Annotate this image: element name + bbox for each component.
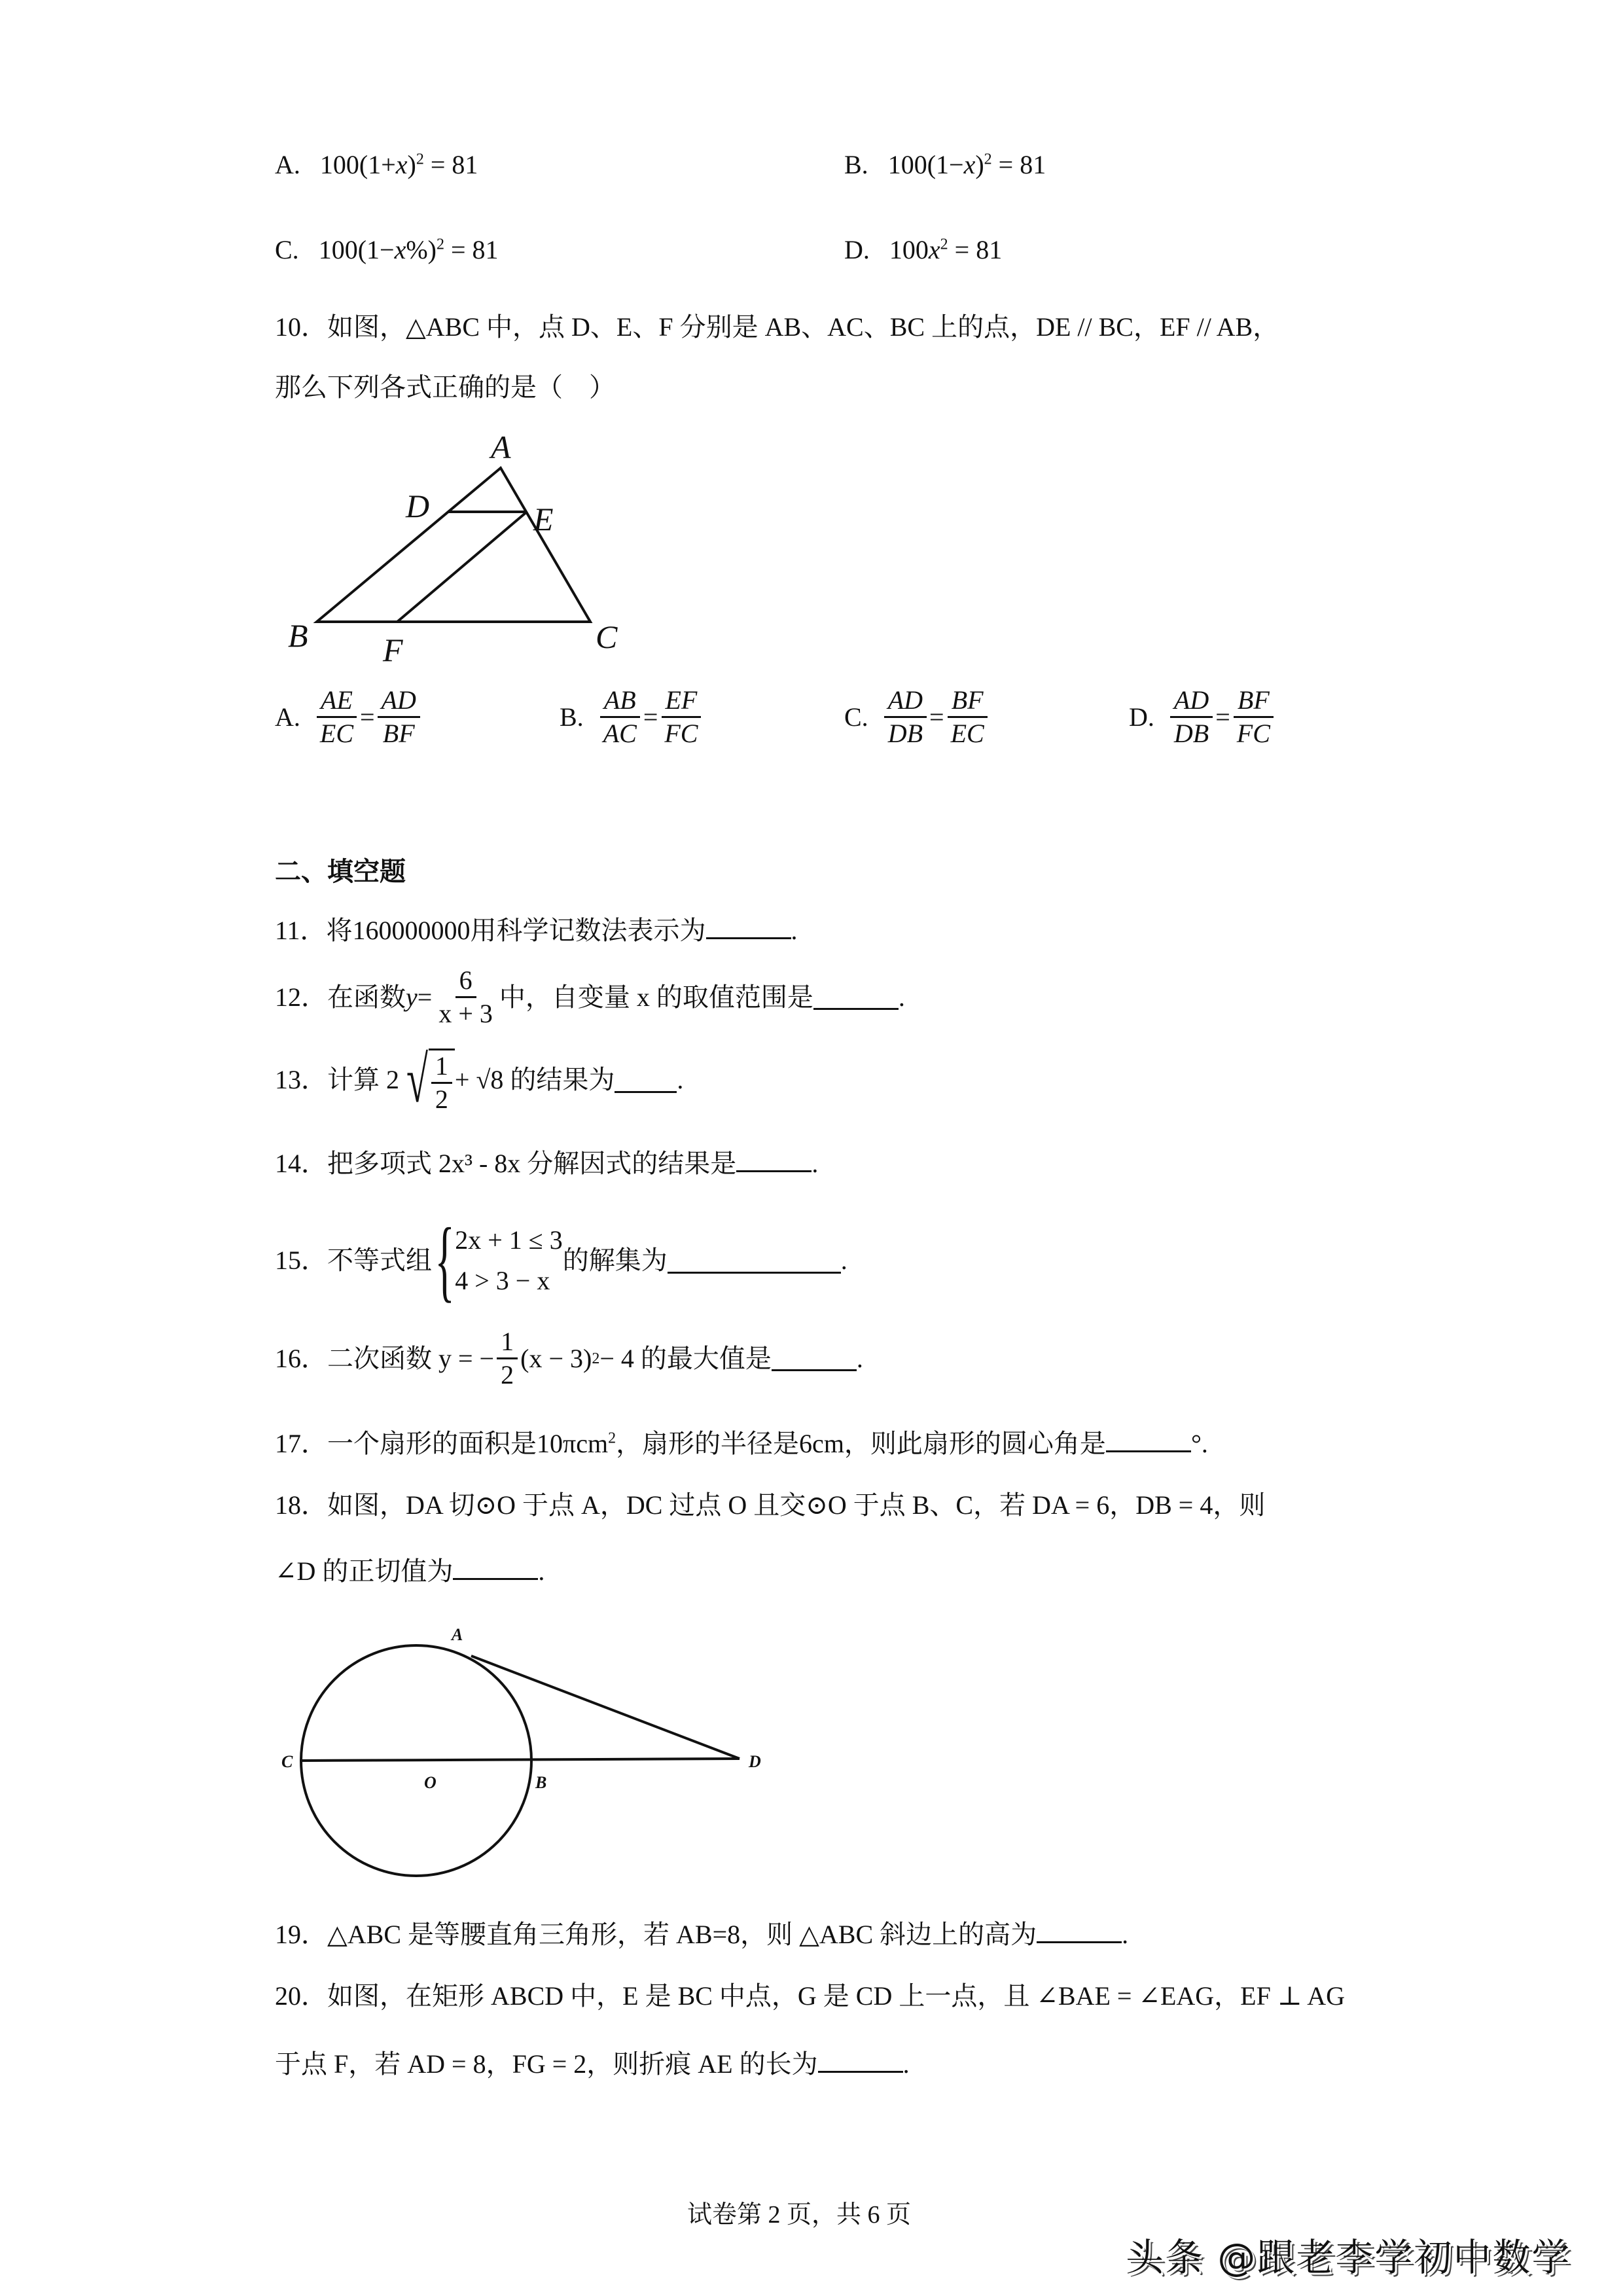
expr-var: x (395, 150, 408, 179)
q18-text-line1: 18．如图，DA 切⊙O 于点 A，DC 过点 O 且交⊙O 于点 B、C，若 DA = 6，DB = 4，则 (275, 1490, 1266, 1520)
period: . (840, 1246, 847, 1275)
period: . (812, 1149, 819, 1178)
numerator: 1 (497, 1329, 518, 1359)
denominator: FC (664, 719, 698, 748)
radical-icon: √ (406, 1043, 428, 1116)
q10-option-d: D. $\frac{AD}{DB}$ = $\frac{BF}{FC}$ (1129, 687, 1277, 747)
q15 (275, 1210, 847, 1311)
fraction (431, 1053, 452, 1113)
q20-text-line2: 于点 F，若 AD = 8，FG = 2，则折痕 AE 的长为 (275, 2049, 818, 2079)
fraction-left (1170, 687, 1213, 747)
numerator: BF (948, 687, 988, 718)
q16: 16．二次函数 y = − $\frac{1}{2}$ (x − 3) 2 − 4 的最大值是 . (275, 1327, 863, 1390)
period: . (538, 1556, 545, 1586)
option-letter: D. (844, 235, 870, 264)
q12-post: 中，自变量 x 的取值范围是 (499, 982, 813, 1012)
expr-pre: 100(1− (887, 150, 964, 179)
q17-post: ，扇形的半径是6cm，则此扇形的圆心角是 (616, 1429, 1106, 1458)
answer-blank[interactable] (706, 914, 791, 939)
page-footer: 试卷第 2 页，共 6 页 (687, 2201, 912, 2229)
q18-circle-figure (275, 1617, 785, 1878)
numerator: AD (1170, 687, 1213, 718)
q11-text: 11．将160000000用科学记数法表示为 (275, 916, 706, 945)
expr-rhs: = 81 (444, 235, 499, 264)
q16-mid: (x − 3) (520, 1343, 592, 1373)
line-cd (301, 1759, 740, 1761)
q13 (275, 1043, 684, 1116)
inequality-row-2: 4 > 3 − x (455, 1266, 550, 1295)
exponent: 2 (940, 236, 948, 253)
q10-triangle-figure (275, 425, 641, 674)
denominator: DB (887, 719, 923, 748)
tangent-da (471, 1656, 740, 1759)
label-b: B (288, 617, 308, 654)
answer-blank[interactable] (615, 1067, 677, 1093)
period: . (1122, 1920, 1129, 1949)
q20-line2 (275, 2047, 910, 2077)
equals: = (417, 982, 433, 1012)
sqrt-expression (399, 1043, 455, 1116)
q11 (275, 914, 798, 944)
label-e: E (533, 501, 554, 537)
q10-text-line1: 10．如图，△ABC 中，点 D、E、F 分别是 AB、AC、BC 上的点，DE // BC，EF // AB， (275, 312, 1279, 342)
answer-blank[interactable] (668, 1248, 841, 1274)
q16-pre: 16．二次函数 y = − (275, 1343, 495, 1373)
triangle-abc (317, 468, 590, 622)
inequality-system (432, 1210, 563, 1311)
q17-pre: 17．一个扇形的面积是10πcm (275, 1429, 609, 1458)
q14 (275, 1147, 818, 1177)
q9-option-d (844, 237, 1002, 263)
q14-text: 14．把多项式 2x³ - 8x 分解因式的结果是 (275, 1149, 737, 1178)
fraction-right (660, 687, 702, 747)
numerator: AD (884, 687, 927, 718)
denominator: BF (382, 719, 415, 748)
denominator: EC (319, 719, 354, 748)
expr-post: %) (406, 235, 437, 264)
q19 (275, 1918, 1128, 1948)
label-b: B (535, 1773, 547, 1792)
answer-blank[interactable] (772, 1346, 857, 1371)
q10-option-b: B. $\frac{AB}{AC}$ = $\frac{EF}{FC}$ (560, 687, 705, 747)
exponent: 2 (416, 151, 424, 168)
q20-text-line1: 20．如图，在矩形 ABCD 中，E 是 BC 中点，G 是 CD 上一点，且 ∠BAE = ∠EAG，EF ⊥ AG (275, 1981, 1346, 2011)
brace-icon: { (435, 1210, 455, 1311)
numerator: 6 (455, 967, 476, 998)
q17 (275, 1427, 1208, 1457)
period: . (791, 916, 798, 945)
numerator: AE (317, 687, 357, 718)
expr-pre: 100(1+ (319, 150, 396, 179)
denominator: FC (1236, 719, 1270, 748)
label-c: C (281, 1752, 293, 1771)
answer-blank[interactable] (818, 2047, 903, 2073)
q13-mid: + √8 的结果为 (454, 1065, 615, 1094)
label-a: A (491, 429, 511, 465)
label-d: D (406, 488, 430, 524)
period: . (902, 2049, 910, 2079)
label-a: A (452, 1625, 463, 1644)
expr-post: ) (975, 150, 984, 179)
answer-blank[interactable] (813, 984, 899, 1010)
q10-option-c: C. $\frac{AD}{DB}$ = $\frac{BF}{EC}$ (844, 687, 991, 747)
option-letter: D. (1129, 702, 1154, 732)
degree-period: °. (1190, 1429, 1208, 1458)
numerator: EF (662, 687, 702, 718)
denominator: DB (1173, 719, 1209, 748)
denominator: EC (950, 719, 984, 748)
label-o: O (424, 1773, 437, 1792)
option-letter: C. (844, 702, 868, 732)
watermark: 头条 @跟老李学初中数学 (1126, 2235, 1571, 2280)
period: . (677, 1065, 684, 1094)
q15-pre: 15．不等式组 (275, 1246, 432, 1275)
label-d: D (749, 1752, 761, 1771)
denominator: 2 (435, 1085, 448, 1114)
denominator: AC (603, 719, 637, 748)
q13-pre: 13．计算 2 (275, 1065, 399, 1094)
section-title: 二、填空题 (275, 857, 406, 887)
label-c: C (596, 619, 618, 655)
numerator: BF (1234, 687, 1274, 718)
fraction-left (599, 687, 641, 747)
q12-pre: 12．在函数 (275, 982, 406, 1012)
option-letter: A. (275, 702, 300, 732)
var-y: y (406, 982, 418, 1012)
fraction-right (947, 687, 988, 747)
fraction (497, 1329, 518, 1388)
option-letter: B. (560, 702, 584, 732)
segment-ef (397, 512, 527, 622)
numerator: AB (600, 687, 640, 718)
numerator: 1 (431, 1053, 452, 1084)
q9-option-c (275, 237, 499, 263)
inequality-row-1: 2x + 1 ≤ 3 (455, 1225, 563, 1255)
q12 (275, 967, 905, 1027)
expr-pre: 100(1− (318, 235, 395, 264)
q10-option-a: A. $\frac{AE}{EC}$ = $\frac{AD}{BF}$ (275, 687, 423, 747)
numerator: AD (378, 687, 420, 718)
answer-blank[interactable] (453, 1554, 538, 1580)
denominator: 2 (501, 1360, 514, 1390)
q18-text-line2: ∠D 的正切值为 (275, 1556, 454, 1586)
answer-blank[interactable] (1106, 1427, 1191, 1452)
option-letter: C. (275, 235, 299, 264)
period: . (856, 1343, 863, 1373)
period: . (898, 982, 905, 1012)
q10-text-line2: 那么下列各式正确的是（ ） (275, 372, 615, 402)
expr-var: x (963, 150, 976, 179)
expr-rhs: = 81 (948, 235, 1003, 264)
fraction (435, 967, 497, 1027)
option-letter: B. (844, 150, 868, 179)
q15-post: 的解集为 (562, 1246, 668, 1275)
expr-rhs: = 81 (991, 150, 1046, 179)
expr-pre: 100 (889, 235, 929, 264)
fraction-right (1233, 687, 1274, 747)
option-letter: A. (275, 150, 300, 179)
denominator: x + 3 (438, 999, 493, 1028)
exponent: 2 (608, 1429, 616, 1447)
answer-blank[interactable] (736, 1147, 812, 1172)
q9-option-a (275, 152, 478, 178)
q18-line2 (275, 1554, 544, 1585)
exponent: 2 (984, 151, 992, 168)
expr-post: ) (407, 150, 416, 179)
fraction-left (884, 687, 927, 747)
exponent: 2 (436, 236, 444, 253)
q9-option-b (844, 152, 1046, 178)
expr-var: x (394, 235, 406, 264)
fraction-right (378, 687, 420, 747)
expr-var: x (928, 235, 940, 264)
answer-blank[interactable] (1037, 1918, 1122, 1943)
q19-text: 19．△ABC 是等腰直角三角形，若 AB=8，则 △ABC 斜边上的高为 (275, 1920, 1037, 1949)
q16-post: − 4 的最大值是 (599, 1343, 772, 1373)
expr-rhs: = 81 (423, 150, 478, 179)
label-f: F (383, 632, 403, 668)
fraction-left (316, 687, 357, 747)
